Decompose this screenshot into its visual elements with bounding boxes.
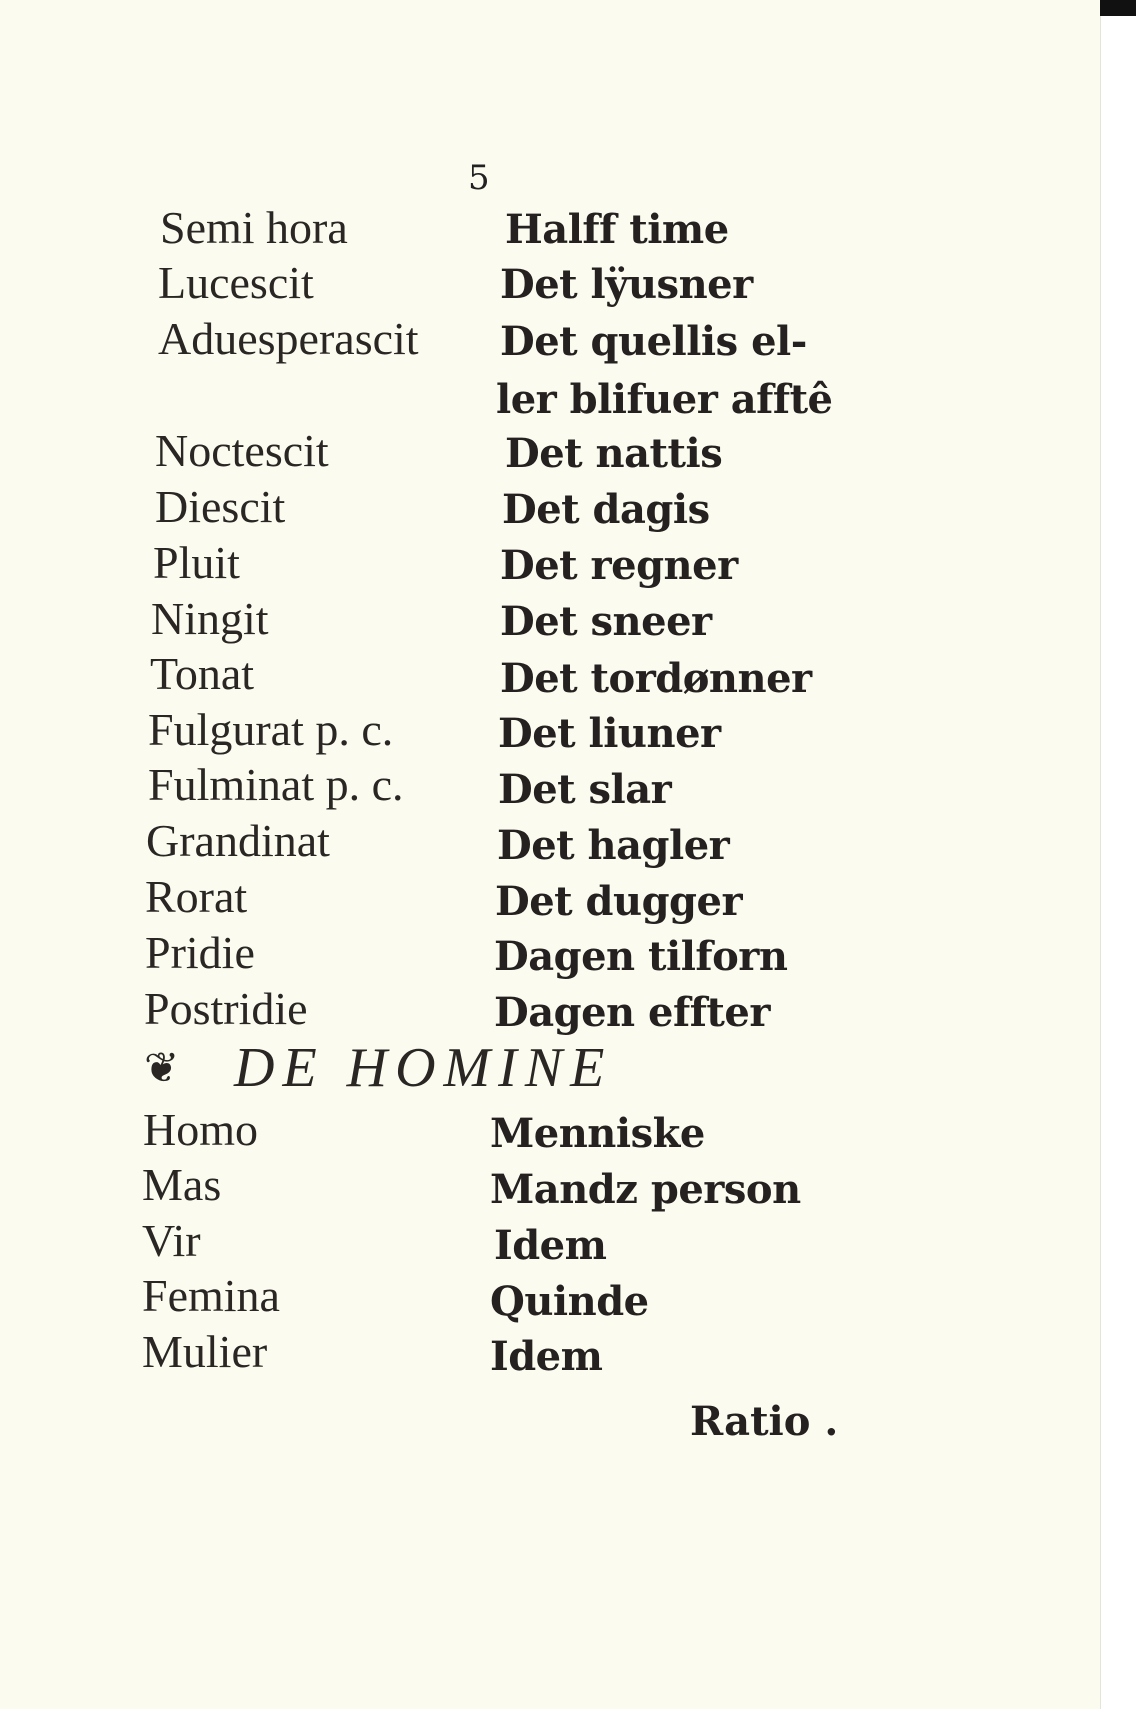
latin-term: Aduesperascit <box>158 313 419 364</box>
corner-mark <box>1100 0 1136 16</box>
latin-term: Noctescit <box>155 425 329 476</box>
danish-term: Det tordønner <box>500 655 812 702</box>
danish-term: Det lÿusner <box>500 261 753 308</box>
latin-term: Diescit <box>155 481 286 532</box>
latin-term: Grandinat <box>146 815 330 866</box>
page-edge <box>1100 0 1136 1709</box>
danish-term: Mandz person <box>490 1166 801 1213</box>
section-heading: DE HOMINE <box>234 1037 613 1099</box>
latin-term: Homo <box>143 1104 258 1155</box>
danish-term: Det dagis <box>502 486 710 533</box>
latin-term: Pluit <box>153 537 240 588</box>
latin-term: Vir <box>142 1215 201 1266</box>
latin-term: Tonat <box>150 648 255 699</box>
danish-term: Det nattis <box>505 430 723 477</box>
danish-term: Det hagler <box>497 822 730 869</box>
latin-term: Postridie <box>144 983 308 1034</box>
danish-term: Det sneer <box>500 598 712 645</box>
danish-term: Dagen tilforn <box>494 933 788 980</box>
danish-term: Idem <box>494 1222 607 1269</box>
latin-term: Mulier <box>142 1326 268 1377</box>
latin-term: Lucescit <box>158 257 314 308</box>
danish-term: Menniske <box>490 1110 705 1157</box>
danish-term: Dagen effter <box>494 989 770 1036</box>
ornament-icon: ❦ <box>144 1043 180 1092</box>
latin-term: Pridie <box>145 927 255 978</box>
latin-term: Femina <box>142 1270 280 1321</box>
latin-term: Fulgurat p. c. <box>148 704 394 755</box>
latin-term: Mas <box>142 1159 222 1210</box>
danish-term: Quinde <box>490 1278 649 1325</box>
danish-term: Det slar <box>498 766 672 813</box>
danish-term: Det regner <box>500 542 738 589</box>
danish-term: Det liuner <box>498 710 721 757</box>
danish-term: Idem <box>490 1333 603 1380</box>
page-number: 5 <box>468 158 490 198</box>
catchword: Ratio . <box>690 1398 839 1445</box>
latin-term: Semi hora <box>160 202 348 253</box>
danish-term: ler blifuer afftê <box>496 376 833 423</box>
danish-term: Det quellis el- <box>500 318 807 365</box>
latin-term: Ningit <box>151 593 269 644</box>
danish-term: Det dugger <box>495 878 743 925</box>
latin-term: Rorat <box>145 871 248 922</box>
danish-term: Halff time <box>505 206 729 253</box>
latin-term: Fulminat p. c. <box>148 759 404 810</box>
